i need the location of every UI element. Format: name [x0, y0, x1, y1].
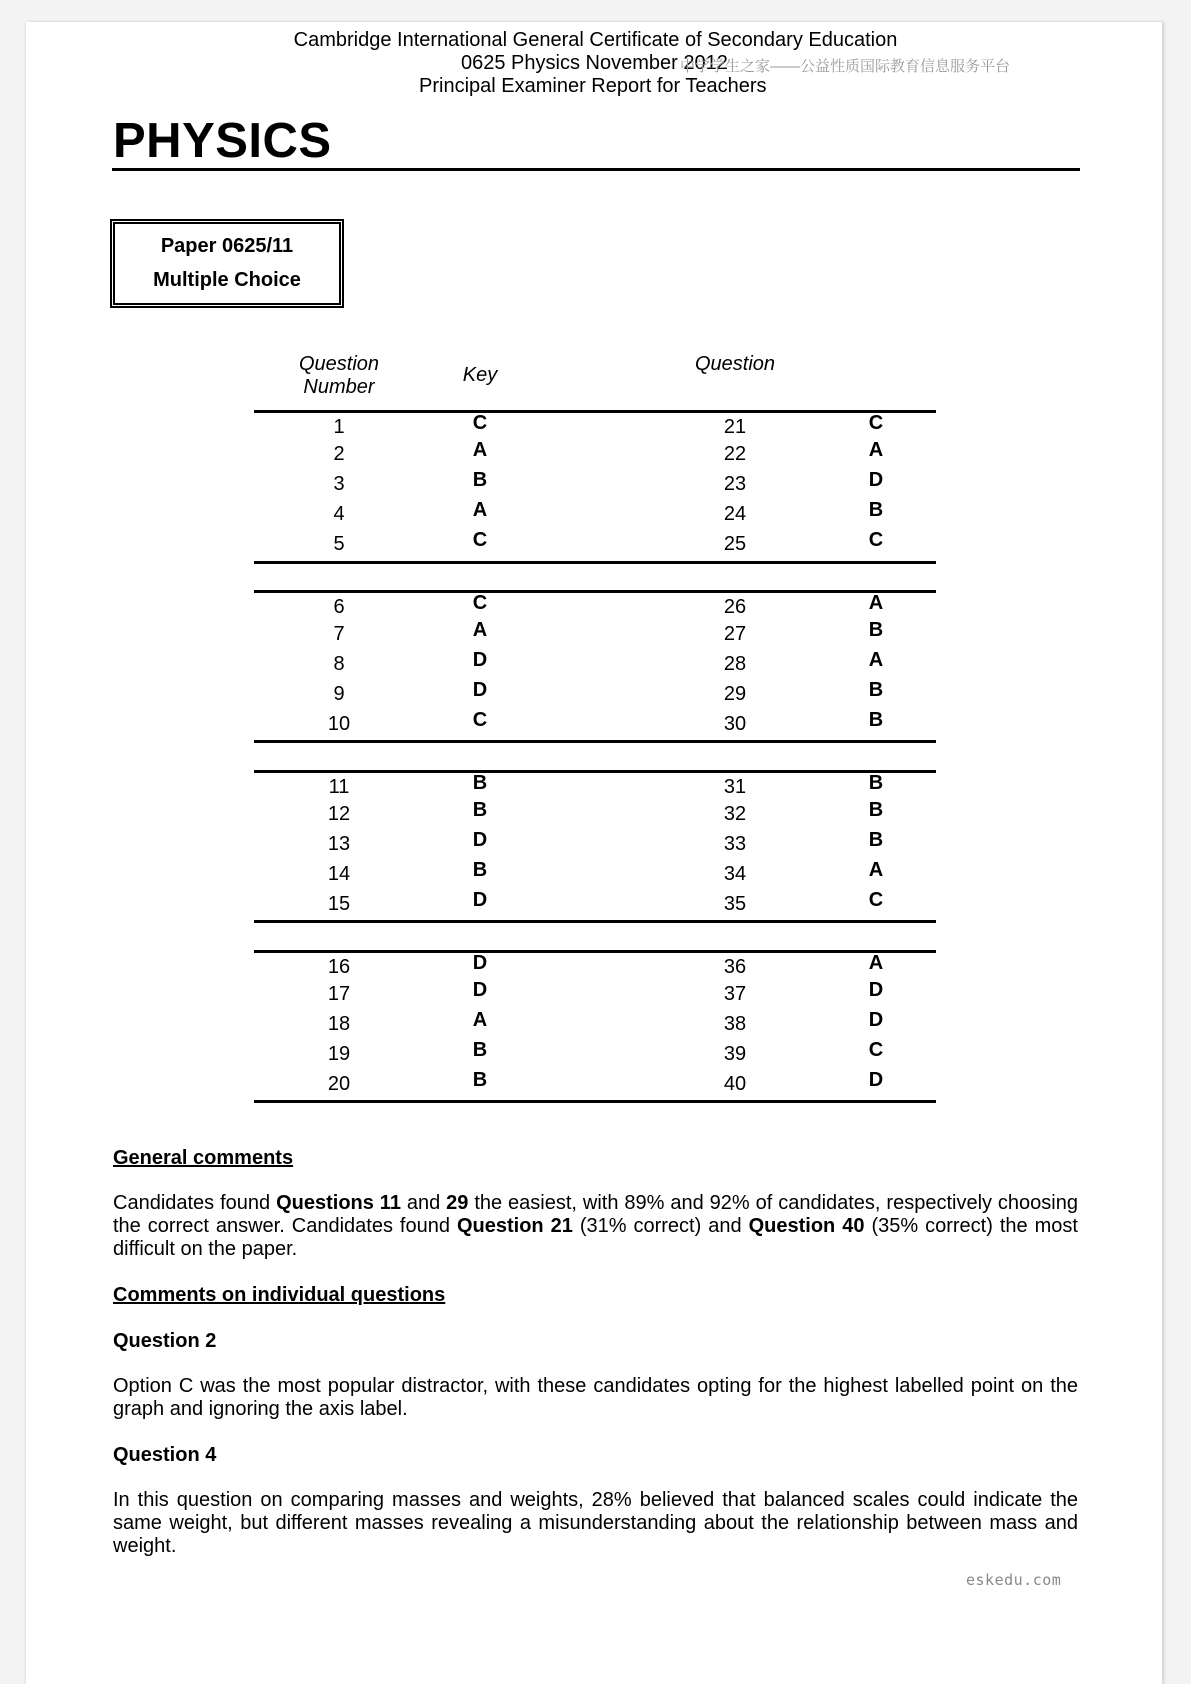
page-title: PHYSICS	[113, 114, 332, 168]
answer-key: C	[472, 529, 488, 551]
table-rule	[254, 950, 936, 953]
question-number: 2	[333, 443, 345, 465]
table-rule	[254, 410, 936, 413]
col-header-key: Key	[462, 364, 498, 386]
answer-key: C	[868, 412, 884, 434]
question-number: 13	[327, 833, 351, 855]
answer-key: C	[472, 412, 488, 434]
answer-key: D	[472, 979, 488, 1001]
header-line-2: 0625 Physics November 2012	[461, 52, 728, 74]
question-number: 20	[327, 1073, 351, 1095]
question-number: 15	[327, 893, 351, 915]
answer-key: C	[472, 709, 488, 731]
question-number: 16	[327, 956, 351, 978]
answer-key: B	[472, 859, 488, 881]
answer-key: B	[868, 772, 884, 794]
question-number: 14	[327, 863, 351, 885]
answer-key: B	[472, 799, 488, 821]
answer-key: B	[472, 772, 488, 794]
answer-key: B	[868, 679, 884, 701]
table-rule	[254, 590, 936, 593]
question-number: 1	[333, 416, 345, 438]
answer-key: D	[868, 979, 884, 1001]
footer-watermark: eskedu.com	[966, 1571, 1062, 1589]
answer-key: D	[868, 469, 884, 491]
question-number: 36	[723, 956, 747, 978]
table-rule	[254, 1100, 936, 1103]
question-4-heading: Question 4	[113, 1444, 217, 1466]
answer-key: A	[472, 1009, 488, 1031]
answer-key: A	[472, 499, 488, 521]
paper-type: Multiple Choice	[153, 269, 301, 291]
question-number: 25	[723, 533, 747, 555]
question-number: 21	[723, 416, 747, 438]
question-number: 38	[723, 1013, 747, 1035]
header-line-1: Cambridge International General Certificate of Secondary Education	[293, 29, 898, 51]
question-2-text: Option C was the most popular distractor, with these candidates opting for the highest labelled point on the graph and ignoring the axis label.	[113, 1375, 1078, 1420]
header-line-3: Principal Examiner Report for Teachers	[419, 75, 767, 97]
answer-key: D	[472, 679, 488, 701]
answer-key: D	[472, 649, 488, 671]
question-number: 39	[723, 1043, 747, 1065]
answer-key: B	[472, 1069, 488, 1091]
paper-box	[110, 219, 344, 308]
answer-key: A	[472, 619, 488, 641]
question-number: 28	[723, 653, 747, 675]
answer-key: D	[472, 829, 488, 851]
answer-key: A	[472, 439, 488, 461]
answer-key: D	[868, 1009, 884, 1031]
col-header-question-number: Question Number	[298, 353, 380, 398]
table-rule	[254, 770, 936, 773]
answer-key: B	[868, 709, 884, 731]
answer-key: D	[472, 889, 488, 911]
question-4-text: In this question on comparing masses and weights, 28% believed that balanced scales could indicate the same weight, but different masses revealing a misunderstanding about the relationship between mass and weight.	[113, 1489, 1078, 1557]
watermark-chinese: 中学学生之家——公益性质国际教育信息服务平台	[680, 58, 1011, 75]
question-number: 18	[327, 1013, 351, 1035]
question-number: 27	[723, 623, 747, 645]
question-number: 31	[723, 776, 747, 798]
question-number: 7	[333, 623, 345, 645]
question-number: 40	[723, 1073, 747, 1095]
answer-key: A	[868, 592, 884, 614]
general-comments-paragraph: Candidates found Questions 11 and 29 the easiest, with 89% and 92% of candidates, respectively choosing the correct answer. Candidates found Question 21 (31% correct) and Question 40 (35% correct) the most difficult on the paper.	[113, 1192, 1078, 1260]
answer-key: A	[868, 439, 884, 461]
paper-code: Paper 0625/11	[160, 235, 294, 257]
answer-key: B	[868, 619, 884, 641]
question-number: 34	[723, 863, 747, 885]
question-2-heading: Question 2	[113, 1330, 217, 1352]
answer-key: B	[868, 829, 884, 851]
question-number: 29	[723, 683, 747, 705]
table-rule	[254, 740, 936, 743]
question-number: 19	[327, 1043, 351, 1065]
question-number: 30	[723, 713, 747, 735]
question-number: 17	[327, 983, 351, 1005]
answer-key: D	[472, 952, 488, 974]
question-number: 9	[333, 683, 345, 705]
question-number: 32	[723, 803, 747, 825]
answer-key: C	[868, 529, 884, 551]
question-number: 11	[328, 776, 350, 798]
answer-key: A	[868, 649, 884, 671]
answer-key: A	[868, 859, 884, 881]
answer-key: C	[868, 889, 884, 911]
question-number: 4	[333, 503, 345, 525]
answer-key: C	[472, 592, 488, 614]
table-rule	[254, 561, 936, 564]
question-number: 35	[723, 893, 747, 915]
general-comments-heading: General comments	[113, 1147, 294, 1169]
question-number: 3	[333, 473, 345, 495]
answer-key: B	[472, 1039, 488, 1061]
question-number: 8	[333, 653, 345, 675]
question-number: 6	[333, 596, 345, 618]
col-header-question: Question	[694, 353, 776, 375]
answer-key: A	[868, 952, 884, 974]
table-rule	[254, 920, 936, 923]
question-number: 26	[723, 596, 747, 618]
question-number: 23	[723, 473, 747, 495]
answer-key: B	[868, 799, 884, 821]
question-number: 22	[723, 443, 747, 465]
title-divider	[112, 168, 1080, 171]
answer-key: C	[868, 1039, 884, 1061]
question-number: 5	[333, 533, 345, 555]
question-number: 10	[327, 713, 351, 735]
answer-key: B	[472, 469, 488, 491]
answer-key: B	[868, 499, 884, 521]
question-number: 37	[723, 983, 747, 1005]
question-number: 33	[723, 833, 747, 855]
answer-key: D	[868, 1069, 884, 1091]
individual-comments-heading: Comments on individual questions	[113, 1284, 446, 1306]
question-number: 12	[327, 803, 351, 825]
question-number: 24	[723, 503, 747, 525]
